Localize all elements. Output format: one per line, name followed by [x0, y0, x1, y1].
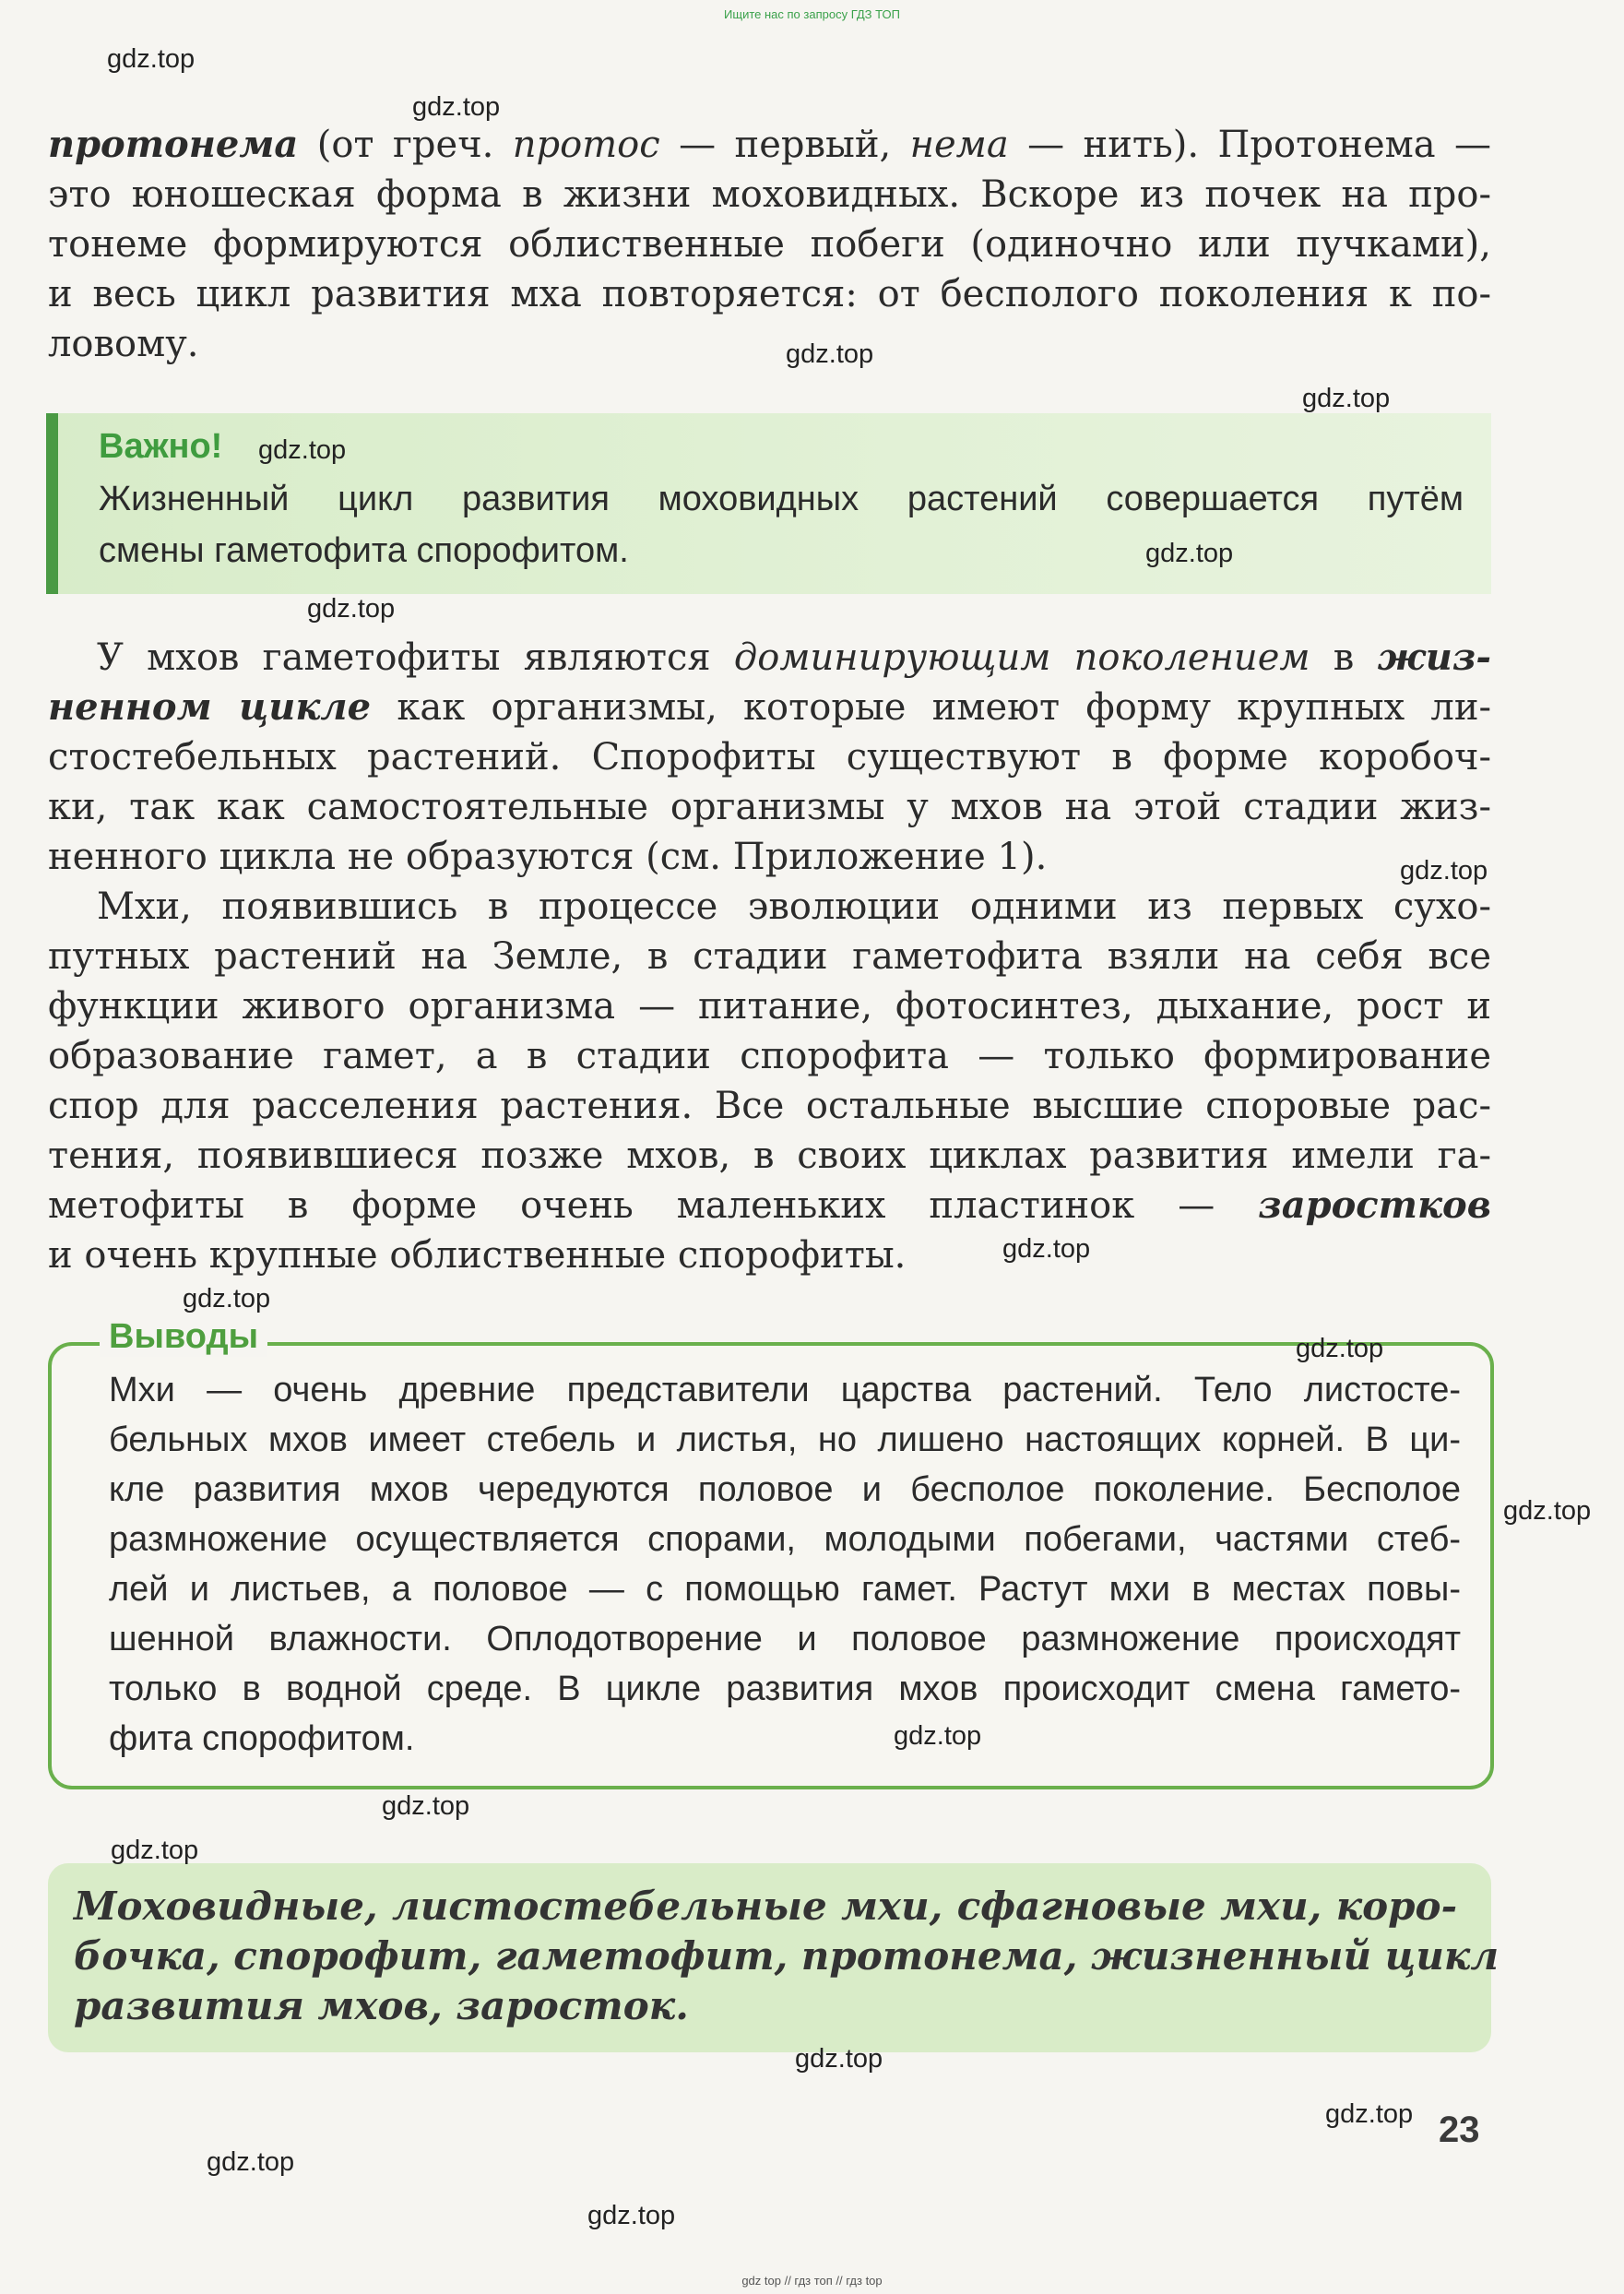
term-life-cycle-cont: ненном цикле	[48, 685, 372, 729]
conclusions-line-2: бельных мхов имеет стебель и листья, но лишено настоящих корней. В ци-	[109, 1420, 1461, 1459]
watermark: gdz.top	[1302, 384, 1391, 413]
para1-line-3: стостебельных растений. Спорофиты существуют в форме коробоч-	[48, 736, 1491, 779]
conclusions-line-3: кле развития мхов чередуются половое и бесполое поколение. Бесполое	[109, 1470, 1461, 1509]
para1-line-4: ки, так как самостоятельные организмы у мхов на этой стадии жиз-	[48, 786, 1491, 828]
watermark: gdz.top	[207, 2147, 295, 2177]
conclusions-line-8: фита спорофитом.	[109, 1719, 415, 1758]
watermark: gdz.top	[1400, 856, 1488, 886]
para1-line-1	[97, 633, 1491, 683]
conclusions-line-4: размножение осуществляется спорами, молодыми побегами, частями стеб-	[109, 1520, 1461, 1559]
watermark: gdz.top	[107, 44, 196, 74]
conclusions-line-5: лей и листьев, а половое — с помощью гамет. Растут мхи в местах повы-	[109, 1570, 1461, 1609]
watermark: gdz.top	[1503, 1496, 1592, 1526]
para2-line-1: Мхи, появившись в процессе эволюции одними из первых сухо-	[97, 886, 1491, 928]
para2-line-5: спор для расселения растения. Все остальные высшие споровые рас-	[48, 1085, 1491, 1127]
watermark: gdz.top	[786, 339, 874, 369]
watermark: gdz.top	[412, 92, 501, 122]
intro-line-3: тонеме формируются облиственные побеги (одиночно или пучками),	[48, 223, 1491, 266]
intro-line-4: и весь цикл развития мха повторяется: от бесполого поколения к по-	[48, 273, 1491, 315]
para2-line-6: тения, появившиеся позже мхов, в своих циклах развития имели га-	[48, 1135, 1491, 1177]
keywords-line-3: развития мхов, заросток.	[74, 1983, 689, 2028]
para1-text: У мхов гаметофиты являются	[97, 636, 734, 679]
para2-line-7	[48, 1181, 1491, 1230]
para1-line-2	[48, 683, 1491, 732]
important-line-2: смены гаметофита спорофитом.	[99, 531, 629, 570]
term-dominant-generation: доминирующим поколением	[733, 636, 1310, 679]
header-note: Ищите нас по запросу ГДЗ ТОП	[724, 7, 900, 21]
term-life-cycle: жиз-	[1377, 636, 1491, 679]
conclusions-line-7: только в водной среде. В цикле развития мхов происходит смена гамето-	[109, 1670, 1461, 1708]
intro-text: (от греч.	[298, 124, 513, 166]
important-line-1: Жизненный цикл развития моховидных растений совершается путём	[99, 480, 1464, 518]
watermark: gdz.top	[1002, 1234, 1091, 1264]
intro-line-2: это юношеская форма в жизни моховидных. Вскоре из почек на про-	[48, 173, 1491, 216]
watermark: gdz.top	[1296, 1334, 1384, 1363]
para2-line-3: функции живого организма — питание, фотосинтез, дыхание, рост и	[48, 985, 1491, 1028]
para1-line-5: ненного цикла не образуются (см. Приложение 1).	[48, 836, 1048, 878]
para1-text: в	[1310, 636, 1378, 679]
para2-line-8: и очень крупные облиственные спорофиты.	[48, 1234, 907, 1277]
conclusions-title: Выводы	[100, 1317, 267, 1357]
keywords-line-2: бочка, спорофит, гаметофит, протонема, жизненный цикл	[74, 1933, 1500, 1979]
conclusions-line-6: шенной влажности. Оплодотворение и половое размножение происходят	[109, 1620, 1461, 1658]
watermark: gdz.top	[795, 2044, 883, 2074]
watermark: gdz.top	[382, 1791, 470, 1821]
intro-line-5: ловому.	[48, 323, 199, 365]
watermark: gdz.top	[1325, 2099, 1414, 2129]
intro-text: — первый,	[659, 124, 910, 166]
para2-line-4: образование гамет, а в стадии спорофита — только формирование	[48, 1035, 1491, 1077]
intro-text: — нить). Протонема —	[1008, 124, 1492, 166]
watermark: gdz.top	[1145, 539, 1234, 568]
watermark: gdz.top	[183, 1284, 271, 1313]
watermark: gdz.top	[894, 1721, 982, 1751]
conclusions-line-1: Мхи — очень древние представители царства растений. Тело листосте-	[109, 1371, 1461, 1409]
footer-note: gdz top // гдз топ // гдз top	[741, 2274, 883, 2288]
important-title: Важно!	[99, 427, 223, 466]
watermark: gdz.top	[111, 1836, 199, 1865]
important-accent-bar	[46, 413, 58, 594]
keywords-line-1: Моховидные, листостебельные мхи, сфагновые мхи, коро-	[74, 1884, 1457, 1929]
page-number: 23	[1439, 2110, 1480, 2150]
watermark: gdz.top	[258, 435, 347, 465]
para1-text: как организмы, которые имеют форму крупных ли-	[371, 686, 1491, 729]
watermark: gdz.top	[587, 2201, 676, 2230]
para2-line-2: путных растений на Земле, в стадии гаметофита взяли на себя все	[48, 935, 1491, 978]
para2-text: метофиты в форме очень маленьких пластинок —	[48, 1184, 1259, 1227]
watermark: gdz.top	[307, 594, 396, 624]
term-protonema: протонема	[48, 123, 299, 166]
term-prothallus: заростков	[1258, 1183, 1491, 1227]
intro-line-1	[48, 120, 1491, 170]
term-nema: нема	[909, 124, 1009, 166]
term-protos: протос	[512, 124, 660, 166]
